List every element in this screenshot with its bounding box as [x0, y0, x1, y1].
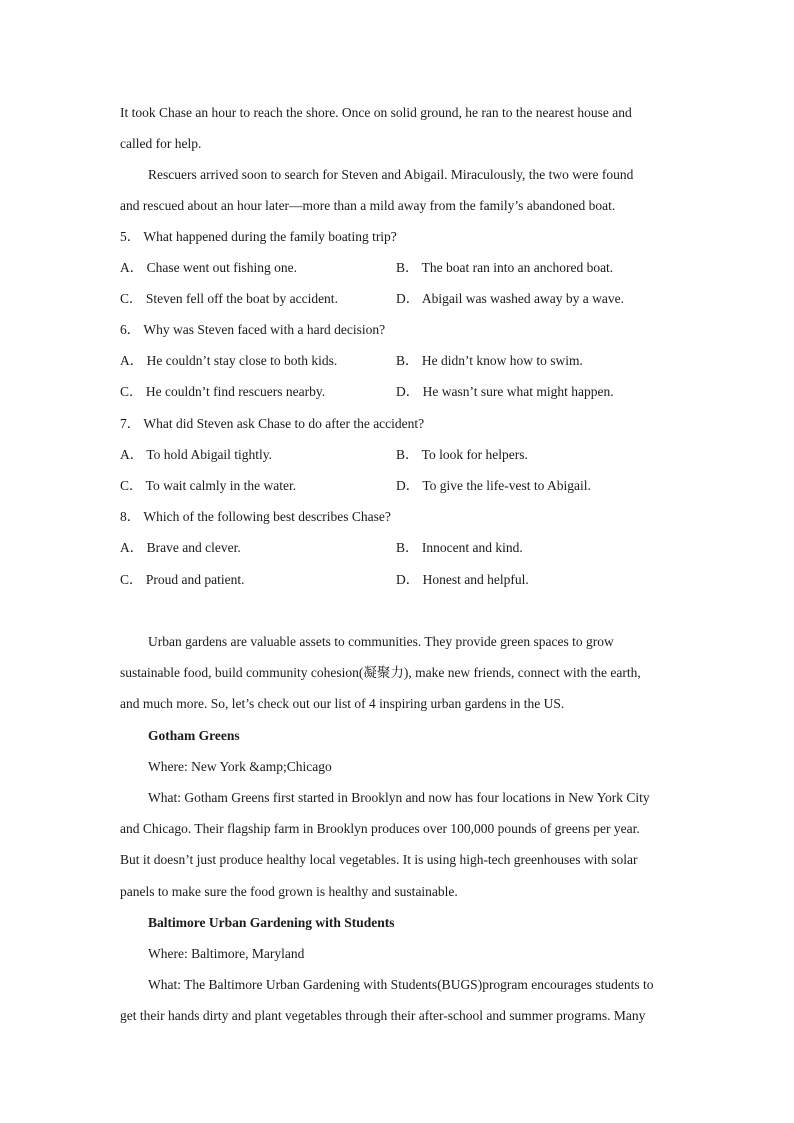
answer-option-c: C． Proud and patient. [120, 572, 245, 587]
garden-description-line: and Chicago. Their flagship farm in Brooklyn produces over 100,000 pounds of greens per year. [120, 821, 640, 836]
answer-option-d: D． Honest and helpful. [396, 572, 529, 587]
answer-option-b: B． To look for helpers. [396, 447, 528, 462]
answer-option-c: C． To wait calmly in the water. [120, 478, 297, 493]
question-stem: 5． What happened during the family boating trip? [120, 229, 397, 244]
question-stem: 6． Why was Steven faced with a hard decision? [120, 322, 386, 337]
section-heading: Baltimore Urban Gardening with Students [148, 915, 395, 930]
story-paragraph-line: Rescuers arrived soon to search for Steven and Abigail. Miraculously, the two were found [148, 167, 634, 182]
garden-description-line: But it doesn’t just produce healthy local vegetables. It is using high-tech greenhouses with solar [120, 852, 638, 867]
answer-option-a: A． To hold Abigail tightly. [120, 447, 273, 462]
answer-option-d: D． He wasn’t sure what might happen. [396, 384, 614, 399]
question-stem: 7． What did Steven ask Chase to do after the accident? [120, 416, 425, 431]
answer-option-b: B． Innocent and kind. [396, 540, 523, 555]
question-stem: 8． Which of the following best describes Chase? [120, 509, 391, 524]
answer-option-a: A． He couldn’t stay close to both kids. [120, 353, 338, 368]
section-heading: Gotham Greens [148, 728, 240, 743]
answer-option-c: C． Steven fell off the boat by accident. [120, 291, 338, 306]
answer-option-a: A． Chase went out fishing one. [120, 260, 297, 275]
passage-intro-line: and much more. So, let’s check out our list of 4 inspiring urban gardens in the US. [120, 696, 565, 711]
story-paragraph-line: and rescued about an hour later—more than a mild away from the family’s abandoned boat. [120, 198, 616, 213]
passage-intro-line: sustainable food, build community cohesion(凝聚力), make new friends, connect with the earth, [120, 665, 641, 680]
garden-description-line: What: The Baltimore Urban Gardening with Students(BUGS)program encourages students to [148, 977, 654, 992]
garden-where: Where: New York &amp;Chicago [148, 759, 332, 774]
garden-description-line: get their hands dirty and plant vegetables through their after-school and summer programs. Many [120, 1008, 646, 1023]
garden-description-line: What: Gotham Greens first started in Brooklyn and now has four locations in New York City [148, 790, 650, 805]
passage-intro-line: Urban gardens are valuable assets to communities. They provide green spaces to grow [148, 634, 614, 649]
garden-where: Where: Baltimore, Maryland [148, 946, 305, 961]
story-paragraph-line: It took Chase an hour to reach the shore. Once on solid ground, he ran to the nearest house and [120, 105, 632, 120]
garden-description-line: panels to make sure the food grown is healthy and sustainable. [120, 884, 458, 899]
answer-option-d: D． Abigail was washed away by a wave. [396, 291, 624, 306]
answer-option-d: D． To give the life-vest to Abigail. [396, 478, 591, 493]
answer-option-b: B． The boat ran into an anchored boat. [396, 260, 614, 275]
answer-option-b: B． He didn’t know how to swim. [396, 353, 583, 368]
answer-option-a: A． Brave and clever. [120, 540, 241, 555]
answer-option-c: C． He couldn’t find rescuers nearby. [120, 384, 326, 399]
story-paragraph-line: called for help. [120, 136, 202, 151]
